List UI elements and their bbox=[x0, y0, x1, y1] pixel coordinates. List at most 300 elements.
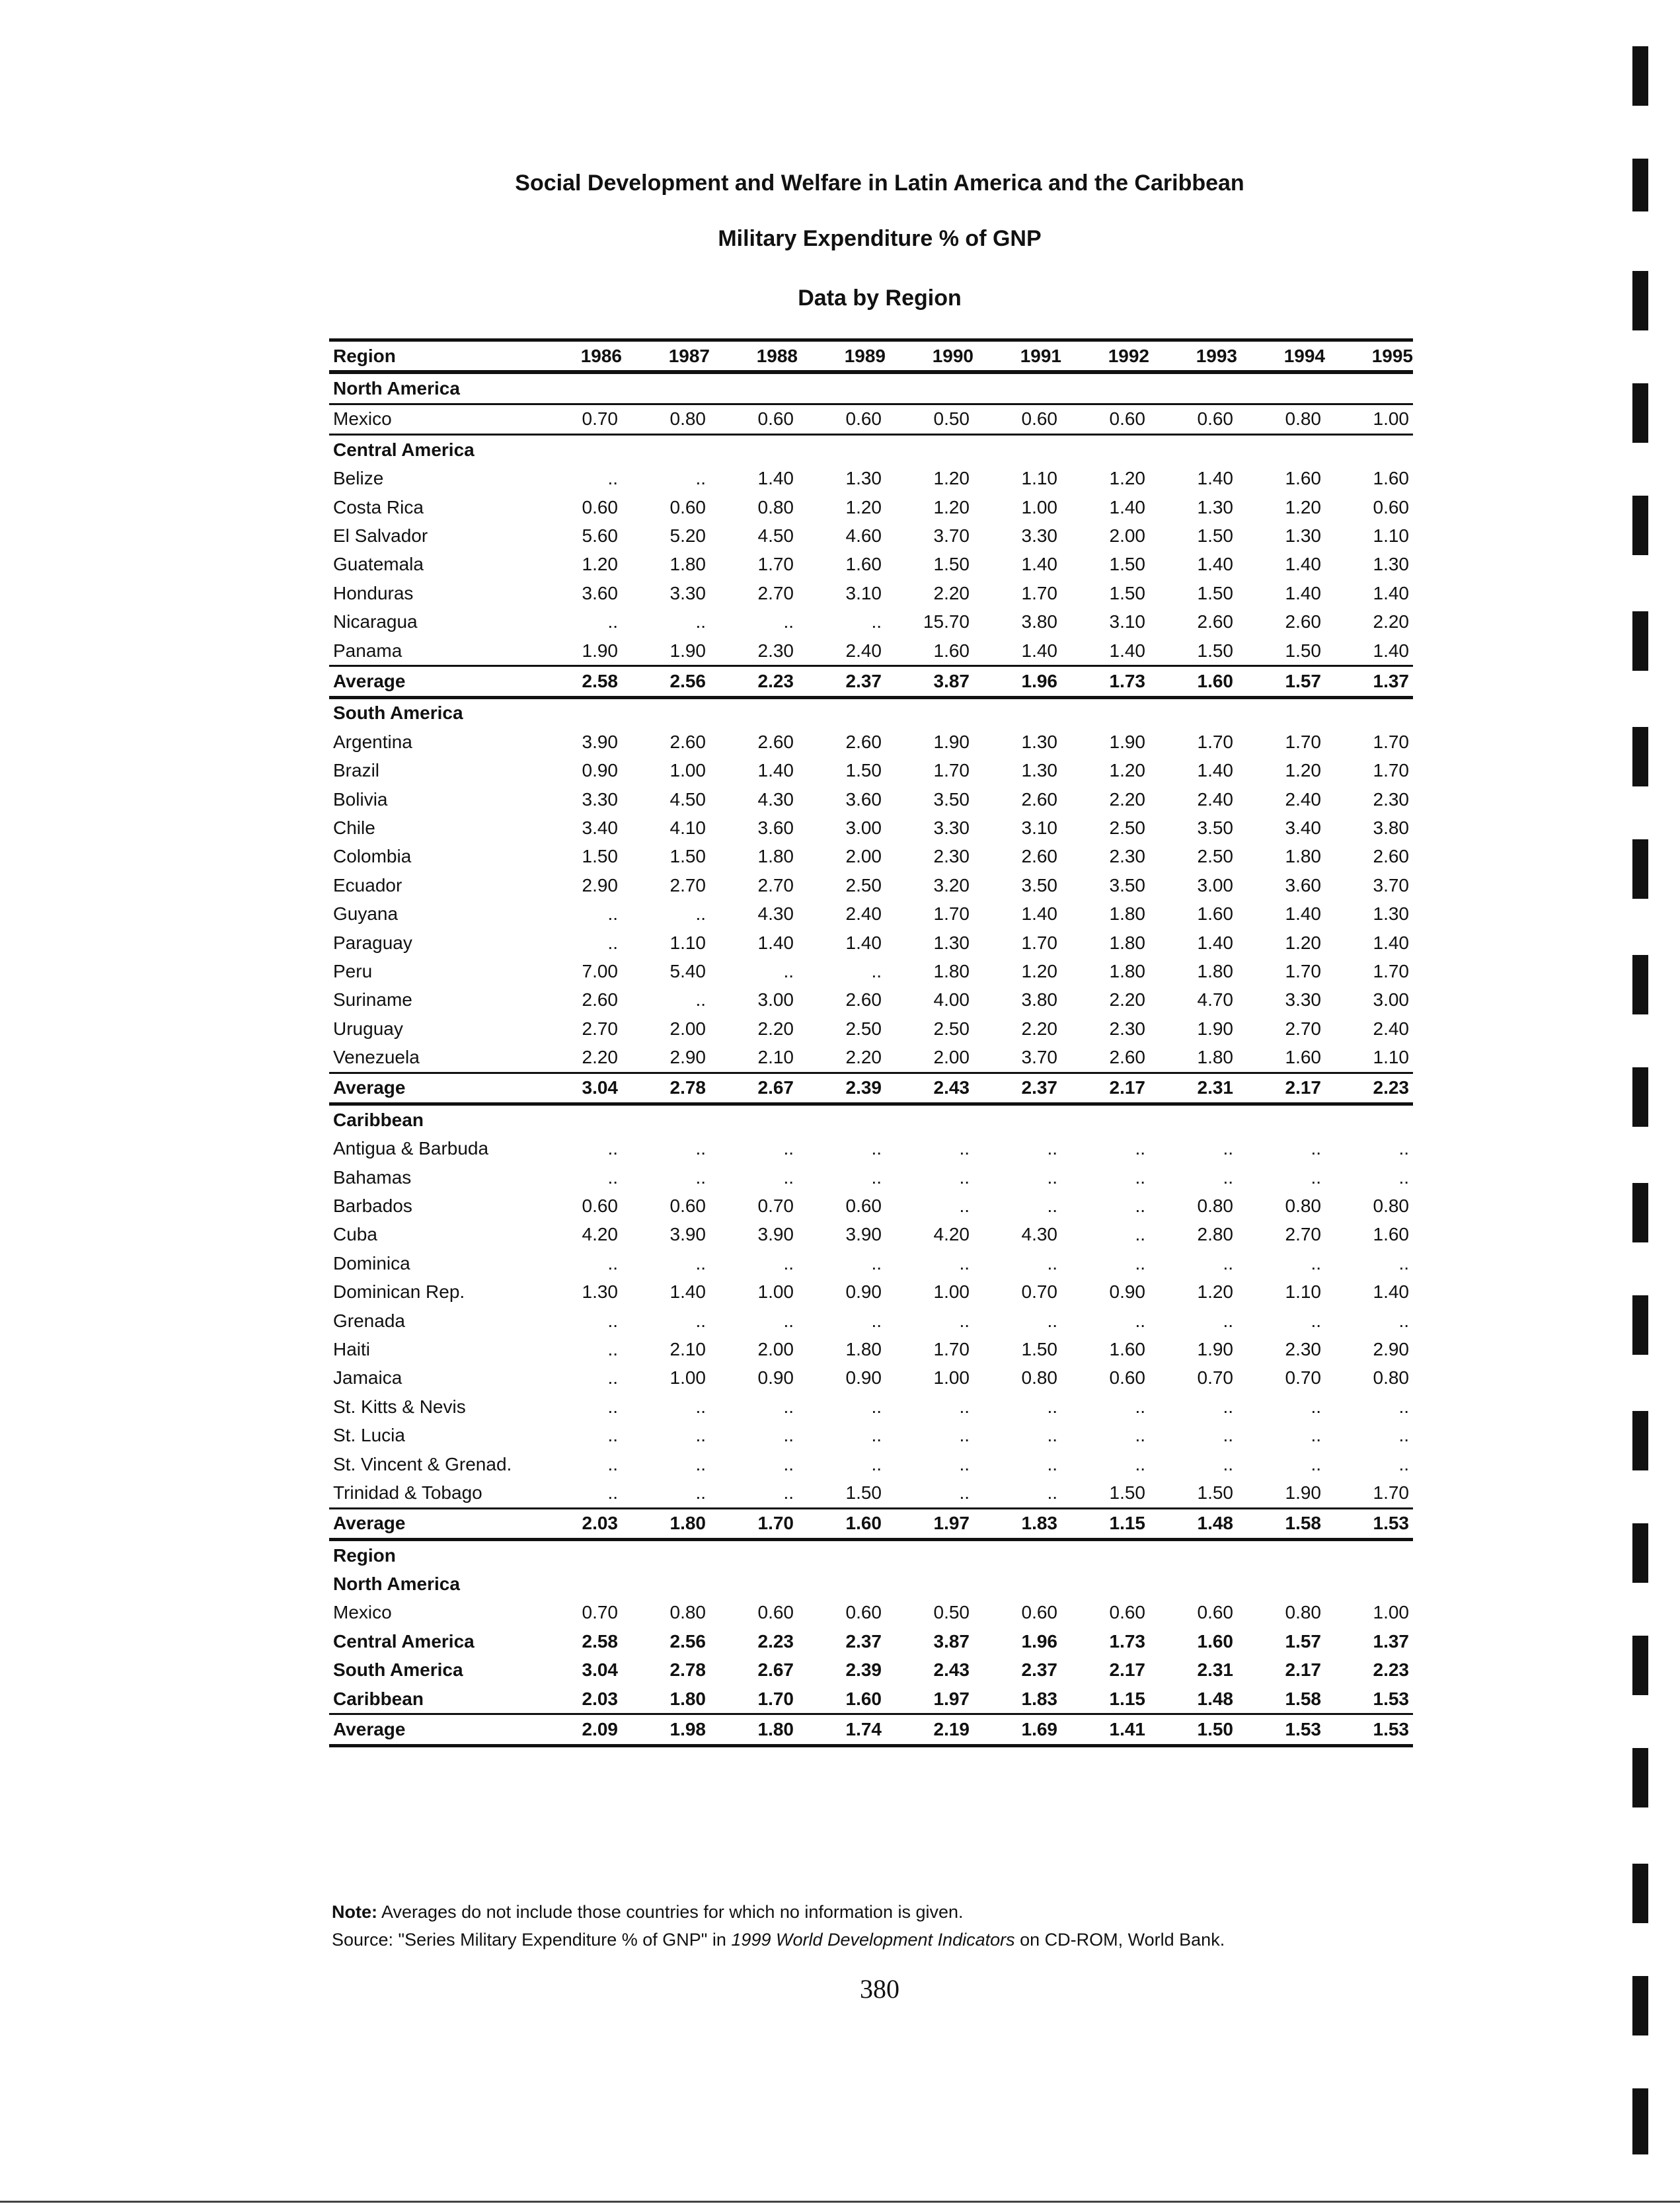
table-row bbox=[329, 1043, 1413, 1073]
value-cell: .. bbox=[871, 1310, 882, 1331]
value-cell: 1.70 bbox=[933, 1338, 970, 1359]
value-cell: 0.50 bbox=[886, 404, 974, 434]
section-header-south-america bbox=[329, 697, 1413, 728]
value-cell: .. bbox=[1047, 1425, 1057, 1446]
value-cell: 1.50 bbox=[1109, 582, 1145, 603]
value-cell: 1.96 bbox=[1021, 1630, 1057, 1652]
value-cell: 1.40 bbox=[1021, 554, 1057, 575]
value-cell: 1.40 bbox=[1109, 496, 1145, 517]
value-cell: 3.30 bbox=[582, 788, 618, 810]
value-cell: 2.37 bbox=[974, 1073, 1061, 1104]
section-label: South America bbox=[333, 703, 463, 724]
value-cell: 0.80 bbox=[1197, 1196, 1233, 1217]
scan-edge-mark bbox=[1632, 1748, 1648, 1807]
section-subheader-north-america bbox=[329, 1570, 1413, 1598]
row-label: St. Vincent & Grenad. bbox=[333, 1453, 512, 1474]
value-cell: .. bbox=[607, 468, 618, 489]
value-cell: 1.20 bbox=[1285, 760, 1321, 781]
value-cell: .. bbox=[871, 960, 882, 981]
value-cell: 1.60 bbox=[1149, 666, 1237, 697]
value-cell: 2.40 bbox=[1285, 788, 1321, 810]
value-cell: 3.30 bbox=[1285, 989, 1321, 1010]
document-subtitle-region: Data by Region bbox=[798, 285, 962, 311]
value-cell: 3.80 bbox=[1021, 611, 1057, 632]
value-cell: 15.70 bbox=[923, 611, 970, 632]
source-note bbox=[332, 1930, 1225, 1950]
value-cell: .. bbox=[1311, 1252, 1321, 1274]
value-cell: .. bbox=[1311, 1166, 1321, 1188]
row-label: Guatemala bbox=[333, 554, 424, 575]
scan-edge-mark bbox=[1632, 46, 1648, 106]
section-sublabel: North America bbox=[333, 1574, 460, 1595]
value-cell: 0.90 bbox=[845, 1367, 882, 1388]
value-cell: 2.31 bbox=[1197, 1659, 1233, 1681]
value-cell: 4.30 bbox=[757, 788, 794, 810]
value-cell: 1.20 bbox=[1285, 496, 1321, 517]
value-cell: 1.90 bbox=[582, 640, 618, 661]
value-cell: 2.31 bbox=[1149, 1073, 1237, 1104]
value-cell: 1.00 bbox=[933, 1281, 970, 1303]
value-cell: 1.83 bbox=[1021, 1688, 1057, 1709]
value-cell: 1.70 bbox=[1285, 731, 1321, 752]
section-label: Central America bbox=[333, 439, 475, 460]
value-cell: 0.60 bbox=[669, 496, 706, 517]
table-row bbox=[329, 728, 1413, 756]
value-cell: 1.70 bbox=[757, 1688, 794, 1709]
value-cell: 4.50 bbox=[757, 525, 794, 547]
value-cell: 3.90 bbox=[582, 731, 618, 752]
value-cell: .. bbox=[959, 1425, 970, 1446]
value-cell: .. bbox=[1223, 1453, 1233, 1474]
value-cell: 2.56 bbox=[669, 1630, 706, 1652]
value-cell: 0.60 bbox=[710, 404, 798, 434]
value-cell: 1.20 bbox=[845, 496, 882, 517]
value-cell: 3.10 bbox=[845, 582, 882, 603]
row-label: Bahamas bbox=[333, 1166, 412, 1188]
value-cell: 3.60 bbox=[1285, 874, 1321, 895]
value-cell: 3.60 bbox=[845, 788, 882, 810]
value-cell: 2.56 bbox=[622, 666, 710, 697]
value-cell: 3.00 bbox=[757, 989, 794, 1010]
value-cell: 1.50 bbox=[845, 1482, 882, 1503]
value-cell: 5.60 bbox=[582, 525, 618, 547]
value-cell: 2.20 bbox=[1109, 989, 1145, 1010]
value-cell: 1.58 bbox=[1285, 1688, 1321, 1709]
value-cell: 2.43 bbox=[886, 1073, 974, 1104]
value-cell: 2.23 bbox=[710, 666, 798, 697]
scan-edge-mark bbox=[1632, 383, 1648, 443]
table-row bbox=[329, 1221, 1413, 1249]
value-cell: 1.53 bbox=[1237, 1714, 1325, 1745]
value-cell: 1.40 bbox=[1285, 903, 1321, 925]
value-cell: 2.20 bbox=[582, 1047, 618, 1068]
value-cell: .. bbox=[1047, 1138, 1057, 1159]
value-cell: 1.70 bbox=[1373, 760, 1409, 781]
value-cell: 1.70 bbox=[1285, 960, 1321, 981]
value-cell: .. bbox=[695, 989, 706, 1010]
value-cell: 1.50 bbox=[845, 760, 882, 781]
value-cell: 0.80 bbox=[1373, 1196, 1409, 1217]
value-cell: 4.30 bbox=[1021, 1224, 1057, 1245]
table-row bbox=[329, 1421, 1413, 1449]
value-cell: 1.15 bbox=[1109, 1688, 1145, 1709]
value-cell: 1.70 bbox=[710, 1508, 798, 1539]
value-cell: 2.78 bbox=[622, 1073, 710, 1104]
value-cell: 1.70 bbox=[1373, 960, 1409, 981]
value-cell: .. bbox=[1311, 1425, 1321, 1446]
value-cell: .. bbox=[695, 1166, 706, 1188]
value-cell: 2.09 bbox=[534, 1714, 622, 1745]
table-header-row bbox=[329, 340, 1413, 373]
value-cell: 1.50 bbox=[1109, 554, 1145, 575]
column-header-year: 1992 bbox=[1061, 340, 1149, 373]
value-cell: 2.20 bbox=[1021, 1018, 1057, 1039]
value-cell: .. bbox=[607, 1482, 618, 1503]
table-row bbox=[329, 1278, 1413, 1307]
row-label: Guyana bbox=[333, 903, 399, 925]
section-header-north-america bbox=[329, 372, 1413, 404]
value-cell: 2.50 bbox=[933, 1018, 970, 1039]
value-cell: 2.30 bbox=[1373, 788, 1409, 810]
value-cell: .. bbox=[1047, 1482, 1057, 1503]
row-label: Argentina bbox=[333, 731, 412, 752]
value-cell: 1.96 bbox=[974, 666, 1061, 697]
scan-edge-mark bbox=[1632, 727, 1648, 786]
value-cell: 2.10 bbox=[669, 1338, 706, 1359]
scan-edge-mark bbox=[1632, 1183, 1648, 1242]
value-cell: 2.70 bbox=[757, 874, 794, 895]
value-cell: 1.40 bbox=[757, 760, 794, 781]
row-label: Dominica bbox=[333, 1252, 410, 1274]
row-label: Venezuela bbox=[333, 1047, 420, 1068]
row-label: Brazil bbox=[333, 760, 380, 781]
column-header-year: 1993 bbox=[1149, 340, 1237, 373]
value-cell: .. bbox=[1398, 1425, 1409, 1446]
value-cell: 0.70 bbox=[1021, 1281, 1057, 1303]
value-cell: .. bbox=[607, 932, 618, 953]
value-cell: .. bbox=[1223, 1396, 1233, 1417]
value-cell: 3.00 bbox=[845, 817, 882, 838]
value-cell: 2.30 bbox=[1109, 1018, 1145, 1039]
scan-edge-mark bbox=[1632, 1067, 1648, 1127]
value-cell: 1.30 bbox=[1021, 760, 1057, 781]
row-label: Belize bbox=[333, 468, 384, 489]
value-cell: .. bbox=[1223, 1252, 1233, 1274]
row-label: Dominican Rep. bbox=[333, 1281, 465, 1303]
value-cell: 1.90 bbox=[669, 640, 706, 661]
section-label: North America bbox=[333, 378, 460, 399]
value-cell: 2.50 bbox=[845, 1018, 882, 1039]
value-cell: .. bbox=[1223, 1138, 1233, 1159]
value-cell: 1.40 bbox=[757, 468, 794, 489]
scan-edge-mark bbox=[1632, 2088, 1648, 2154]
table-row bbox=[329, 404, 1413, 434]
value-cell: 1.30 bbox=[1285, 525, 1321, 547]
value-cell: 0.60 bbox=[845, 1196, 882, 1217]
value-cell: 2.60 bbox=[757, 731, 794, 752]
value-cell: .. bbox=[871, 611, 882, 632]
value-cell: 1.40 bbox=[1197, 760, 1233, 781]
value-cell: 0.70 bbox=[534, 404, 622, 434]
value-cell: .. bbox=[695, 903, 706, 925]
value-cell: 3.90 bbox=[757, 1224, 794, 1245]
value-cell: 2.78 bbox=[669, 1659, 706, 1681]
value-cell: 2.39 bbox=[798, 1073, 886, 1104]
value-cell: .. bbox=[1047, 1310, 1057, 1331]
value-cell: 1.40 bbox=[1197, 468, 1233, 489]
value-cell: 1.37 bbox=[1325, 666, 1413, 697]
value-cell: 2.80 bbox=[1197, 1224, 1233, 1245]
expenditure-table bbox=[329, 338, 1413, 1747]
table-row bbox=[329, 756, 1413, 784]
value-cell: 2.43 bbox=[933, 1659, 970, 1681]
table-row bbox=[329, 1364, 1413, 1392]
table-row bbox=[329, 957, 1413, 985]
row-label: Nicaragua bbox=[333, 611, 418, 632]
scan-edge-mark bbox=[1632, 496, 1648, 555]
value-cell: 1.60 bbox=[845, 1688, 882, 1709]
value-cell: .. bbox=[695, 1310, 706, 1331]
value-cell: 1.00 bbox=[1325, 404, 1413, 434]
value-cell: 1.60 bbox=[1197, 1630, 1233, 1652]
table-row bbox=[329, 785, 1413, 814]
value-cell: 2.40 bbox=[1197, 788, 1233, 810]
value-cell: 1.60 bbox=[845, 554, 882, 575]
row-label: Average bbox=[329, 1073, 534, 1104]
value-cell: 1.10 bbox=[669, 932, 706, 953]
value-cell: 1.60 bbox=[1373, 1224, 1409, 1245]
value-cell: 1.50 bbox=[1197, 640, 1233, 661]
value-cell: 3.80 bbox=[1373, 817, 1409, 838]
value-cell: 1.30 bbox=[933, 932, 970, 953]
value-cell: 1.97 bbox=[933, 1688, 970, 1709]
value-cell: 1.57 bbox=[1237, 666, 1325, 697]
source-tail: on CD-ROM, World Bank. bbox=[1014, 1930, 1225, 1950]
value-cell: .. bbox=[695, 1425, 706, 1446]
column-header-region: Region bbox=[329, 340, 534, 373]
note-label: Note: bbox=[332, 1902, 377, 1922]
value-cell: 3.60 bbox=[757, 817, 794, 838]
value-cell: 1.80 bbox=[1109, 932, 1145, 953]
average-row bbox=[329, 666, 1413, 697]
summary-row bbox=[329, 1656, 1413, 1685]
value-cell: 2.40 bbox=[1373, 1018, 1409, 1039]
value-cell: 3.90 bbox=[669, 1224, 706, 1245]
value-cell: 2.17 bbox=[1061, 1073, 1149, 1104]
value-cell: 2.60 bbox=[669, 731, 706, 752]
value-cell: .. bbox=[607, 903, 618, 925]
value-cell: 1.60 bbox=[933, 640, 970, 661]
table-row bbox=[329, 493, 1413, 521]
value-cell: 0.90 bbox=[757, 1367, 794, 1388]
value-cell: 0.60 bbox=[974, 404, 1061, 434]
table-row bbox=[329, 1192, 1413, 1220]
value-cell: .. bbox=[607, 1166, 618, 1188]
value-cell: 2.58 bbox=[582, 1630, 618, 1652]
value-cell: 1.80 bbox=[1197, 960, 1233, 981]
value-cell: 2.20 bbox=[845, 1047, 882, 1068]
row-label: Central America bbox=[333, 1630, 475, 1652]
value-cell: .. bbox=[783, 1482, 794, 1503]
value-cell: 0.60 bbox=[1197, 1602, 1233, 1623]
value-cell: 0.80 bbox=[622, 404, 710, 434]
value-cell: 2.17 bbox=[1237, 1073, 1325, 1104]
value-cell: 1.20 bbox=[1109, 760, 1145, 781]
value-cell: 2.60 bbox=[1021, 846, 1057, 867]
value-cell: 1.53 bbox=[1325, 1508, 1413, 1539]
value-cell: 2.23 bbox=[1325, 1073, 1413, 1104]
table-row bbox=[329, 843, 1413, 871]
value-cell: 1.00 bbox=[1021, 496, 1057, 517]
value-cell: 2.20 bbox=[1373, 611, 1409, 632]
value-cell: .. bbox=[695, 1453, 706, 1474]
value-cell: 2.03 bbox=[534, 1508, 622, 1539]
value-cell: 2.39 bbox=[845, 1659, 882, 1681]
row-label: Haiti bbox=[333, 1338, 371, 1359]
value-cell: 1.40 bbox=[1197, 554, 1233, 575]
value-cell: 1.80 bbox=[1285, 846, 1321, 867]
value-cell: 2.70 bbox=[582, 1018, 618, 1039]
row-label: Ecuador bbox=[333, 874, 402, 895]
value-cell: .. bbox=[1223, 1425, 1233, 1446]
value-cell: 3.70 bbox=[1021, 1047, 1057, 1068]
table-row bbox=[329, 871, 1413, 899]
value-cell: 2.37 bbox=[798, 666, 886, 697]
value-cell: 0.80 bbox=[1285, 1196, 1321, 1217]
value-cell: 1.60 bbox=[798, 1508, 886, 1539]
value-cell: 4.20 bbox=[582, 1224, 618, 1245]
table-row bbox=[329, 899, 1413, 928]
value-cell: 2.50 bbox=[1109, 817, 1145, 838]
value-cell: 3.87 bbox=[933, 1630, 970, 1652]
value-cell: 1.50 bbox=[1285, 640, 1321, 661]
value-cell: 1.20 bbox=[933, 496, 970, 517]
value-cell: .. bbox=[1223, 1310, 1233, 1331]
value-cell: .. bbox=[871, 1453, 882, 1474]
value-cell: 1.90 bbox=[1109, 731, 1145, 752]
value-cell: 1.58 bbox=[1237, 1508, 1325, 1539]
value-cell: 1.20 bbox=[1109, 468, 1145, 489]
table-row bbox=[329, 1249, 1413, 1277]
value-cell: .. bbox=[1047, 1166, 1057, 1188]
value-cell: 1.48 bbox=[1149, 1508, 1237, 1539]
value-cell: .. bbox=[1311, 1396, 1321, 1417]
value-cell: 1.53 bbox=[1325, 1714, 1413, 1745]
value-cell: .. bbox=[1135, 1396, 1145, 1417]
value-cell: 1.70 bbox=[1197, 731, 1233, 752]
value-cell: .. bbox=[607, 1396, 618, 1417]
value-cell: 2.23 bbox=[1373, 1659, 1409, 1681]
value-cell: 1.70 bbox=[757, 554, 794, 575]
value-cell: 0.80 bbox=[1021, 1367, 1057, 1388]
value-cell: 3.20 bbox=[933, 874, 970, 895]
value-cell: 1.40 bbox=[669, 1281, 706, 1303]
value-cell: 2.60 bbox=[1021, 788, 1057, 810]
value-cell: 2.90 bbox=[582, 874, 618, 895]
value-cell: .. bbox=[783, 1166, 794, 1188]
value-cell: 3.70 bbox=[933, 525, 970, 547]
value-cell: 2.40 bbox=[845, 640, 882, 661]
row-label: Caribbean bbox=[333, 1688, 424, 1709]
value-cell: 0.60 bbox=[582, 496, 618, 517]
value-cell: .. bbox=[695, 468, 706, 489]
value-cell: 2.17 bbox=[1285, 1659, 1321, 1681]
value-cell: 1.50 bbox=[669, 846, 706, 867]
row-label: Cuba bbox=[333, 1224, 377, 1245]
value-cell: 4.60 bbox=[845, 525, 882, 547]
table-row bbox=[329, 579, 1413, 607]
row-label: Average bbox=[329, 666, 534, 697]
value-cell: 1.50 bbox=[1021, 1338, 1057, 1359]
value-cell: 4.20 bbox=[933, 1224, 970, 1245]
value-cell: .. bbox=[783, 1396, 794, 1417]
value-cell: 3.10 bbox=[1021, 817, 1057, 838]
value-cell: 4.50 bbox=[669, 788, 706, 810]
value-cell: 1.70 bbox=[933, 903, 970, 925]
value-cell: 0.50 bbox=[933, 1602, 970, 1623]
value-cell: 1.30 bbox=[582, 1281, 618, 1303]
value-cell: 1.50 bbox=[1109, 1482, 1145, 1503]
value-cell: 2.30 bbox=[1109, 846, 1145, 867]
value-cell: 1.90 bbox=[933, 731, 970, 752]
value-cell: 2.19 bbox=[886, 1714, 974, 1745]
value-cell: 1.30 bbox=[1373, 554, 1409, 575]
value-cell: 5.40 bbox=[669, 960, 706, 981]
value-cell: .. bbox=[1047, 1252, 1057, 1274]
value-cell: 3.40 bbox=[582, 817, 618, 838]
value-cell: .. bbox=[959, 1453, 970, 1474]
value-cell: .. bbox=[1311, 1453, 1321, 1474]
value-cell: 1.80 bbox=[757, 846, 794, 867]
row-label: Colombia bbox=[333, 846, 412, 867]
value-cell: 2.67 bbox=[757, 1659, 794, 1681]
value-cell: 2.00 bbox=[757, 1338, 794, 1359]
table-row bbox=[329, 986, 1413, 1014]
value-cell: .. bbox=[871, 1138, 882, 1159]
value-cell: 1.50 bbox=[582, 846, 618, 867]
table-row bbox=[329, 465, 1413, 493]
value-cell: 1.37 bbox=[1373, 1630, 1409, 1652]
value-cell: 0.60 bbox=[1109, 1367, 1145, 1388]
scan-edge-mark bbox=[1632, 839, 1648, 899]
table-row bbox=[329, 1392, 1413, 1421]
value-cell: 2.50 bbox=[1197, 846, 1233, 867]
value-cell: 0.90 bbox=[845, 1281, 882, 1303]
value-cell: 2.00 bbox=[933, 1047, 970, 1068]
value-cell: 2.60 bbox=[582, 989, 618, 1010]
value-cell: 1.40 bbox=[1021, 640, 1057, 661]
value-cell: 5.20 bbox=[669, 525, 706, 547]
value-cell: 0.80 bbox=[1237, 404, 1325, 434]
value-cell: 1.70 bbox=[1021, 932, 1057, 953]
value-cell: 2.30 bbox=[933, 846, 970, 867]
value-cell: .. bbox=[695, 1138, 706, 1159]
value-cell: 2.00 bbox=[845, 846, 882, 867]
value-cell: .. bbox=[695, 611, 706, 632]
row-label: Mexico bbox=[329, 404, 534, 434]
section-label: Region bbox=[333, 1544, 396, 1566]
value-cell: 3.50 bbox=[1109, 874, 1145, 895]
value-cell: 0.70 bbox=[757, 1196, 794, 1217]
value-cell: .. bbox=[1311, 1310, 1321, 1331]
value-cell: 1.70 bbox=[1021, 582, 1057, 603]
table-row bbox=[329, 521, 1413, 550]
value-cell: 1.20 bbox=[582, 554, 618, 575]
value-cell: 2.17 bbox=[1109, 1659, 1145, 1681]
value-cell: 1.80 bbox=[1109, 960, 1145, 981]
value-cell: 0.60 bbox=[845, 1602, 882, 1623]
section-header-region-summary bbox=[329, 1540, 1413, 1570]
